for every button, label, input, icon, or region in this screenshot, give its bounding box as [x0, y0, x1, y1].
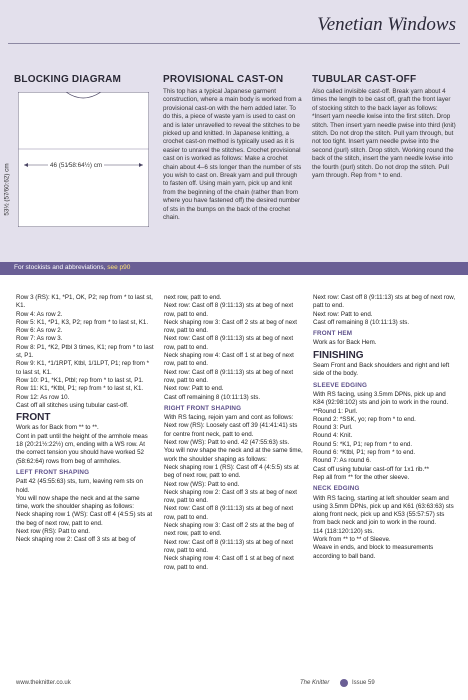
pattern-line: Round 3: Purl. — [313, 424, 353, 432]
pattern-line: Seam Front and Back shoulders and right and left side of the body. — [313, 362, 450, 378]
pattern-line: Next row: Cast off 8 (9:11:13) sts at beg of next row, patt to end. — [164, 335, 294, 351]
pattern-line: Round 6: *Ktbl, P1; rep from * to end. — [313, 449, 416, 457]
tubular-text: Also called invisible cast-off. Break yarn about 4 times the length to be cast off, graft the front layer of stocking stitch to the back layer as follows: *Insert yarn needle kwise into the first stitch. Drop stitch. Then insert yarn needle pwise into third (knit) stitch. Do not drop the stitch. Pull yarn through, but not too tight. Insert yarn needle pwise into the second (purl) stitch. Drop stitch. Working round the back of the stitch, insert the yarn needle kwise into the fourth (purl) stitch. Do not drop the stitch. Pull yarn through. Rep from * to end. — [312, 88, 456, 180]
pattern-line: You will now shape the neck and at the same time, work the shoulder shaping as follows: — [164, 447, 303, 463]
sub-heading: NECK EDGING — [313, 485, 360, 493]
pattern-line: **Round 1: Purl. — [313, 407, 358, 415]
pattern-line: Next row: Patt to end. — [164, 385, 224, 393]
pattern-line: Weave in ends, and block to measurements according to ball band. — [313, 544, 434, 560]
pattern-line: Next row (RS): Patt to end. — [16, 528, 90, 536]
pattern-line: Work as for Back from ** to **. — [16, 424, 99, 432]
section-heading: FRONT — [16, 412, 51, 424]
pattern-line: Cast off remaining 8 (10:11:13) sts. — [164, 393, 261, 401]
pattern-line: Cast off using tubular cast-off for 1x1 rib.** — [313, 465, 430, 473]
pattern-line: Next row (WS): Patt to end. — [164, 480, 240, 488]
pattern-line: Rep all from ** for the other sleeve. — [313, 473, 410, 481]
pattern-column-1 — [16, 294, 154, 545]
pattern-line: Neck shaping row 1 (RS): Cast off 4 (4:5:5) sts at beg of next row, patt to end. — [164, 463, 299, 480]
blocking-diagram — [18, 92, 149, 227]
pattern-line: Neck shaping row 4: Cast off 1 st at beg of next row, patt to end. — [164, 352, 294, 368]
pattern-line: Round 5: *K1, P1; rep from * to end. — [313, 440, 413, 448]
footer-issue: Issue 59 — [352, 680, 375, 686]
pattern-line: Next row (WS): Patt to end. 42 (47:55:63) sts. — [164, 439, 290, 447]
pattern-line: Cast off remaining 8 (10:11:13) sts. — [313, 318, 410, 326]
pattern-line: Next row: Cast off 8 (9:11:13) sts at beg of next row, patt to end. — [164, 505, 294, 521]
pattern-line: Round 2: *SSK, yo; rep from * to end. — [313, 415, 416, 423]
pattern-line: 114 (118:120:120) sts. — [313, 527, 374, 535]
pattern-line: Cont in patt until the height of the armhole meas 18 (20:21½:22½) cm, ending with a WS row. At the correct tension you should have worked 52 (58:62:64) rows from beg of armholes. — [16, 432, 148, 465]
blocking-heading: BLOCKING DIAGRAM — [14, 74, 122, 85]
sub-heading: RIGHT FRONT SHAPING — [164, 404, 242, 412]
band-text: For stockists and abbreviations, — [14, 264, 108, 271]
pattern-column-3 — [313, 294, 457, 561]
pattern-line: Row 10: P1, *K1, Ptbl; rep from * to last st, P1. — [16, 376, 144, 384]
sub-heading: LEFT FRONT SHAPING — [16, 468, 90, 476]
pattern-line: You will now shape the neck and at the same time, work the shoulder shaping as follows: — [16, 494, 140, 511]
sub-heading: SLEEVE EDGING — [313, 381, 368, 389]
pattern-line: next row, patt to end. — [164, 294, 222, 301]
sub-heading: FRONT HEM — [313, 330, 353, 338]
pattern-line: Row 4: As row 2. — [16, 310, 63, 318]
footer-magazine: The Knitter — [300, 680, 330, 686]
section-title: Venetian Windows — [317, 14, 456, 35]
pattern-line: Row 8: P1, *K2, Ptbl 3 times, K1; rep from * to last st, P1. — [16, 343, 154, 360]
pattern-line: Row 7: As row 3. — [16, 335, 63, 343]
pattern-line: Neck shaping row 1 (WS): Cast off 4 (4:5:5) sts at the beg of next row, patt to end. — [16, 511, 153, 527]
pattern-line: Row 5: K1, *P1, K3, P2; rep from * to last st, K1. — [16, 318, 149, 326]
pattern-line: Patt 42 (45:55:63) sts, turn, leaving rem sts on hold. — [16, 478, 143, 494]
pattern-line: With RS facing, using 3.5mm DPNs, pick up and K84 (92:98:102) sts and join to work in the round. — [313, 390, 449, 407]
pattern-line: Round 4: Knit. — [313, 432, 353, 440]
pattern-line: Row 12: As row 10. — [16, 393, 70, 401]
tubular-heading: TUBULAR CAST-OFF — [312, 74, 417, 85]
pattern-line: Next row (RS): Loosely cast off 39 (41:41:41) sts for centre front neck, patt to end. — [164, 422, 298, 438]
width-dimension: 46 (51⁄58:64½) cm — [50, 162, 103, 169]
pattern-line: Cast off all stitches using tubular cast-off. — [16, 401, 129, 409]
section-heading: FINISHING — [313, 349, 364, 361]
header-rule — [8, 43, 460, 44]
stockists-band — [0, 262, 468, 275]
pattern-line: Neck shaping row 4: Cast off 1 st at beg of next row, patt to end. — [164, 555, 294, 571]
band-link[interactable]: see p90 — [107, 264, 131, 271]
pattern-column-2 — [164, 294, 304, 572]
pattern-line: Neck shaping row 3: Cast off 2 sts at the beg of next row, patt to end. — [164, 522, 294, 538]
provisional-text: This top has a typical Japanese garment construction, where a main body is worked from a provisional cast-on with the hem added later. To do this, a piece of waste yarn is used to cast on and is later unravelled to reveal the stitches to be picked up and knitted. In Japanese knitting, a crochet cast-on method is typically used as it is easier to unravel the stitches. Crochet provisional cast on is worked as follows: Make a crochet chain about 4–6 sts longer than the number of sts you wish to cast on. Break yarn and pull through to fasten off. Using main yarn, pick up and knit from the beginning of the chain (rather than from where you have fastened off) the desired number of sts in the bumps on the back of the crochet chain. — [163, 88, 302, 222]
pattern-line: With RS facing, rejoin yarn and cont as follows: — [164, 414, 294, 422]
height-dimension: 53½ (57⁄60:62) cm — [3, 163, 11, 216]
pattern-line: Row 3 (RS): K1, *P1, OK, P2; rep from * to last st, K1. — [16, 294, 153, 310]
pattern-line: Row 9: K1, *1/1RPT, Ktbl, 1/1LPT, P1; rep from * to last st, K1. — [16, 360, 150, 376]
pattern-line: Neck shaping row 2: Cast off 3 sts at beg of next row, patt to end. — [164, 488, 297, 505]
pattern-line: Neck shaping row 3: Cast off 2 sts at beg of next row, patt to end. — [164, 318, 297, 335]
pattern-line: Round 7: As round 6. — [313, 457, 372, 465]
footer-page-dot — [340, 679, 348, 687]
footer-website: www.theknitter.co.uk — [16, 680, 71, 686]
pattern-line: Next row: Cast off 8 (9:11:13) sts at beg of next row, patt to end. — [164, 302, 294, 318]
pattern-line: Next row: Cast off 8 (9:11:13) sts at beg of next row, patt to end. — [313, 294, 456, 310]
pattern-line: Work from ** to ** of Sleeve. — [313, 536, 391, 544]
pattern-line: Row 6: As row 2. — [16, 327, 63, 335]
pattern-line: Neck shaping row 2: Cast off 3 sts at beg of — [16, 536, 136, 544]
pattern-line: Next row: Cast off 8 (9:11:13) sts at beg of next row, patt to end. — [164, 368, 294, 384]
pattern-line: Next row: Cast off 8 (9:11:13) sts at beg of next row, patt to end. — [164, 538, 294, 554]
pattern-line: With RS facing, starting at left shoulder seam and using 3.5mm DPNs, pick up and K61 (63:63:63) sts along front neck, pick up and K53 (55:57:57) sts from back neck and join to work in the round. — [313, 494, 454, 527]
provisional-heading: PROVISIONAL CAST-ON — [163, 74, 284, 85]
pattern-line: Next row: Patt to end. — [313, 310, 373, 318]
pattern-line: Work as for Back Hem. — [313, 339, 377, 347]
pattern-line: Row 11: K1, *Ktbl, P1; rep from * to last st, K1. — [16, 385, 144, 393]
